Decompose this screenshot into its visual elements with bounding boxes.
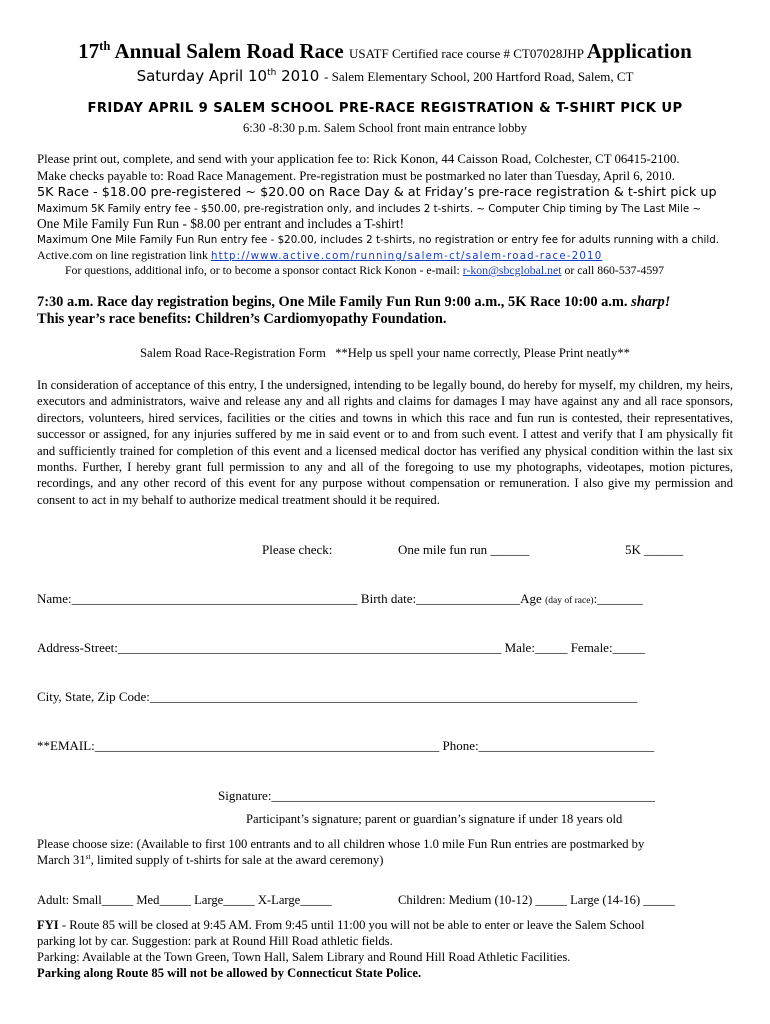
friday-heading: FRIDAY APRIL 9 SALEM SCHOOL PRE-RACE REGISTRATION & T-SHIRT PICK UP <box>87 101 683 116</box>
email-phone-row[interactable]: **EMAIL:_____________________________________________________ Phone:___________________________ <box>37 738 655 753</box>
fyi-parking-warning: Parking along Route 85 will not be allowed by Connecticut State Police. <box>37 966 422 980</box>
race-date-location <box>0 66 770 87</box>
sharp-emphasis: sharp! <box>631 294 671 310</box>
liability-waiver: In consideration of acceptance of this entry, I the undersigned, intending to be legally bound, do hereby for myself, my children, my heirs, executors and administrators, waive and release any and all rights and claims for damages I may have against any and all race sponsors, directors, volunteers, hired services, facilities or the cities and towns in which this race and fun run is contested, their representatives, successor or assigned, for any injuries suffered by me in said event or to and from such event. I attest and verify that I am physically fit and sufficiently trained for completion of this event and a licensed medical doctor has verified any physical condition within the last six months. Further, I hereby grant full permission to any and all of the foregoing to use my photographs, videotapes, motion pictures, recordings, and any other record of this event for any purpose without compensation or remuneration. I also give my permission and consent to act in my behalf to authorize medical treatment should it be required. <box>37 378 733 507</box>
friday-time: 6:30 -8:30 p.m. Salem School front main entrance lobby <box>242 121 527 135</box>
page-title <box>0 38 770 67</box>
info-5k-family-fee: Maximum 5K Family entry fee - $50.00, pre-registration only, and includes 2 t-shirts. ~ Computer Chip timing by The Last Mile ~ <box>37 203 702 215</box>
info-fun-run-fee: One Mile Family Fun Run - $8.00 per entrant and includes a T-shirt! <box>37 216 405 231</box>
contact-email-link[interactable]: r-kon@sbcglobal.net <box>462 263 562 277</box>
name-field[interactable]: Name:____________________________________________ <box>37 591 361 606</box>
city-state-zip-field[interactable]: City, State, Zip Code:___________________________________________________________________________ <box>37 689 638 704</box>
name-row <box>37 591 643 607</box>
children-size-selection[interactable]: Children: Medium (10-12) _____ Large (14-16) _____ <box>398 893 675 907</box>
signature-note: Participant’s signature; parent or guardian’s signature if under 18 years old <box>246 812 623 826</box>
race-location: - Salem Elementary School, 200 Hartford Road, Salem, CT <box>324 69 634 84</box>
title-number: 17 <box>78 39 100 63</box>
adult-size-selection[interactable]: Adult: Small_____ Med_____ Large_____ X-Large_____ <box>37 893 332 907</box>
title-application: Application <box>586 39 692 63</box>
info-online-registration: Active.com on line registration link http://www.active.com/running/salem-ct/salem-road-race-2010 <box>37 248 603 262</box>
address-row[interactable]: Address-Street:___________________________________________________________ Male:_____ Female:_____ <box>37 640 646 655</box>
race-date: Saturday April 10th 2010 <box>136 67 325 85</box>
active-registration-link[interactable]: http://www.active.com/running/salem-ct/salem-road-race-2010 <box>210 251 603 262</box>
title-number-suffix: th <box>99 39 111 53</box>
fyi-label: FYI <box>37 918 59 932</box>
fun-run-checkbox[interactable]: One mile fun run ______ <box>398 542 530 557</box>
info-5k-fee: 5K Race - $18.00 pre-registered ~ $20.00 on Race Day & at Friday’s pre-race registration & t-shirt pick up <box>37 185 717 200</box>
info-mail-instructions: Please print out, complete, and send with your application fee to: Rick Konon, 44 Caisson Road, Colchester, CT 06415-2100. <box>37 152 680 166</box>
fyi-parking-available: Parking: Available at the Town Green, Town Hall, Salem Library and Round Hill Road Athletic Facilities. <box>37 950 571 964</box>
signature-field[interactable]: Signature:___________________________________________________________ <box>218 788 655 803</box>
fyi-route-closure: FYI - Route 85 will be closed at 9:45 AM. From 9:45 until 11:00 you will not be able to enter or leave the Salem School <box>37 918 645 932</box>
fyi-parking-suggestion: parking lot by car. Suggestion: park at Round Hill Road athletic fields. <box>37 934 393 948</box>
info-fun-run-family-fee: Maximum One Mile Family Fun Run entry fee - $20.00, includes 2 t-shirts, no registration or entry fee for adults running with a child. <box>37 234 720 246</box>
info-contact: For questions, additional info, or to become a sponsor contact Rick Konon - e-mail: r-kon@sbcglobal.net or call 860-537-4597 <box>65 263 665 277</box>
tshirt-availability-line2: March 31st, limited supply of t-shirts for sale at the award ceremony) <box>37 851 384 867</box>
info-check-payable: Make checks payable to: Road Race Management. Pre-registration must be postmarked no later than Tuesday, April 6, 2010. <box>37 169 675 183</box>
age-field[interactable]: Age (day of race):_______ <box>520 591 643 606</box>
race-schedule: 7:30 a.m. Race day registration begins, One Mile Family Fun Run 9:00 a.m., 5K Race 10:00 a.m. sharp! <box>37 294 671 310</box>
birth-date-field[interactable]: Birth date:________________ <box>360 591 521 606</box>
title-certification: USATF Certified race course # CT07028JHP <box>348 46 587 61</box>
title-main: Annual Salem Road Race <box>110 39 349 63</box>
please-check-label: Please check: <box>262 542 333 557</box>
tshirt-availability-line1: Please choose size: (Available to first 100 entrants and to all children whose 1.0 mile Fun Run entries are postmarked by <box>37 837 645 851</box>
5k-checkbox[interactable]: 5K ______ <box>625 542 684 557</box>
race-beneficiary: This year’s race benefits: Children’s Cardiomyopathy Foundation. <box>37 311 447 327</box>
registration-form-title: Salem Road Race-Registration Form **Help us spell your name correctly, Please Print neatly** <box>140 346 630 360</box>
